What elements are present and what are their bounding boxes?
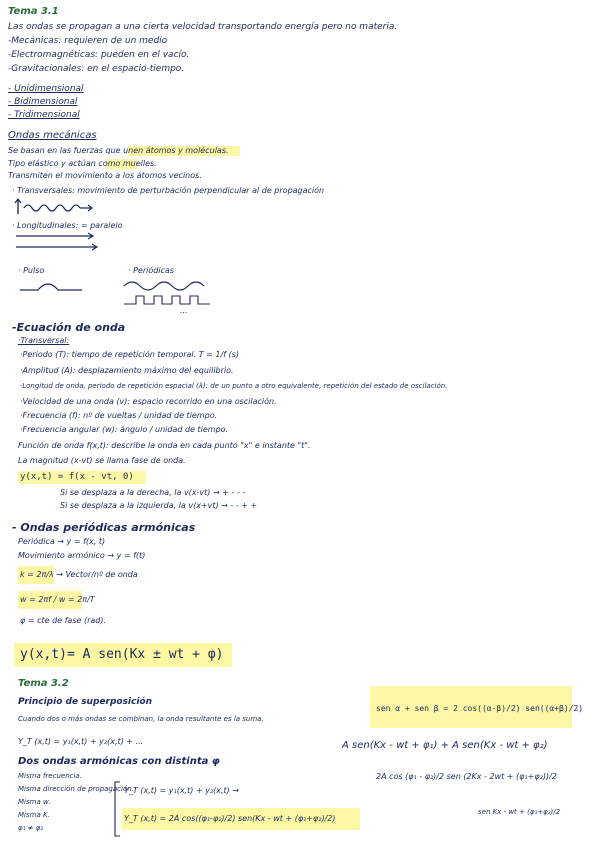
magnitud-fase: La magnitud (x-vt) se llama fase de onda. (18, 456, 186, 465)
desplaza-derecha: Si se desplaza a la derecha, la v(x-vt) → + - - - (60, 488, 246, 497)
longitud-item: ·Longitud de onda, periodo de repetición espacial (λ): de un punto a otro equivalente, repetición del estado de oscilación. (20, 382, 448, 390)
yt-result-line: Y_T (x,t) = 2A cos((φ₁-φ₂)/2) sen(Kx - wt + (φ₁+φ₂)/2) (124, 814, 336, 823)
yxt-equation: y(x,t) = f(x - vt, 0) (20, 472, 134, 482)
dos-ondas-heading: Dos ondas armónicas con distinta φ (18, 756, 220, 767)
mecanicas-heading: Ondas mecánicas (8, 130, 97, 141)
funcion-onda: Función de onda f(x,t): describe la onda en cada punto "x" e instante "t". (18, 441, 311, 450)
transversal-sub: ·Transversal: (18, 336, 70, 345)
k-line: k = 2π/λ → Vector/nº de onda (20, 570, 138, 579)
amplitud-item: ·Amplitud (A): desplazamiento máximo del equilibrio. (20, 366, 234, 375)
type-mecanicas: -Mecánicas: requieren de un medio (8, 36, 168, 46)
dim-tri: - Tridimensional (8, 110, 80, 120)
type-gravitacionales: -Gravitacionales: en el espacio-tiempo. (8, 64, 185, 74)
longitudinal-wave-sketch (14, 232, 104, 252)
pulso-label: · Pulso (18, 266, 45, 275)
transversales-text: · Transversales: movimiento de perturbación perpendicular al de propagación (12, 186, 325, 195)
cond-direccion: Misma dirección de propagación. (18, 785, 134, 793)
identidad-trig: sen α + sen β = 2 cos((α-β)/2) sen((α+β)/2) (376, 704, 584, 713)
w-line: w = 2πf / w = 2π/T (20, 595, 95, 604)
tema1-title: Tema 3.1 (8, 6, 59, 17)
right-eq-3: sen Kx - wt + (φ₁+φ₂)/2 (478, 808, 561, 816)
mecanicas-line-1: Se basan en las fuerzas que unen átomos y moléculas. (8, 146, 229, 155)
yt-sum-line: Y_T (x,t) = y₁(x,t) + y₂(x,t) → (124, 786, 239, 795)
intro-text: Las ondas se propagan a una cierta velocidad transportando energía pero no materia. (8, 22, 398, 32)
longitudinales-text: · Longitudinales: = paralelo (12, 221, 123, 230)
movimiento-armonico-line: Movimiento armónico → y = f(t) (18, 551, 146, 560)
ecuacion-heading: -Ecuación de onda (12, 321, 126, 334)
frecuencia-item: ·Frecuencia (f): nº de vueltas / unidad de tiempo. (20, 411, 218, 420)
periodicas-heading: - Ondas periódicas armónicas (12, 521, 196, 534)
dim-bi: - Bidimensional (8, 97, 78, 107)
bracket (112, 780, 122, 838)
periodica-line: Periódica → y = f(x, t) (18, 537, 106, 546)
mecanicas-line-3: Transmiten el movimiento a los átomos vecinos. (8, 171, 202, 180)
principio-desc: Cuando dos o más ondas se combinan, la onda resultante es la suma. (18, 715, 264, 723)
periodicas-label: · Periódicas (128, 266, 175, 275)
cond-k: Misma K. (18, 811, 50, 819)
right-eq-2: 2A cos (φ₁ - φ₂)/2 sen (2Kx - 2wt + (φ₁+φ₂))/2 (376, 772, 557, 781)
desplaza-izquierda: Si se desplaza a la izquierda, la v(x+vt) → - - + + (60, 501, 258, 510)
cond-w: Misma w. (18, 798, 51, 806)
principio-heading: Principio de superposición (18, 697, 153, 707)
right-eq-1: A sen(Kx - wt + φ₁) + A sen(Kx - wt + φ₂) (342, 740, 548, 751)
frecuencia-angular-item: ·Frecuencia angular (w): ángulo / unidad de tiempo. (20, 425, 229, 434)
transversal-wave-sketch (14, 198, 104, 216)
fase-line: φ = cte de fase (rad). (20, 616, 107, 625)
suma-ondas: Y_T (x,t) = y₁(x,t) + y₂(x,t) + ... (18, 737, 144, 746)
periodicas-sketch (122, 276, 218, 308)
tema2-title: Tema 3.2 (18, 678, 69, 689)
type-electromagneticas: -Electromagnéticas: pueden en el vacío. (8, 50, 190, 60)
cond-fase: φ₁ ≠ φ₂ (18, 824, 44, 832)
main-wave-equation: y(x,t)= A sen(Kx ± wt + φ) (20, 647, 224, 662)
mecanicas-line-2: Tipo elástico y actúan como muelles. (8, 159, 157, 168)
pulso-sketch (18, 278, 88, 294)
velocidad-item: ·Velocidad de una onda (v): espacio recorrido en una oscilación. (20, 397, 277, 406)
cond-frecuencia: Misma frecuencia. (18, 772, 82, 780)
periodicas-dots: ... (180, 306, 188, 315)
periodo-item: ·Periodo (T): tiempo de repetición temporal. T = 1/f (s) (20, 350, 239, 359)
dim-uni: - Unidimensional (8, 84, 84, 94)
